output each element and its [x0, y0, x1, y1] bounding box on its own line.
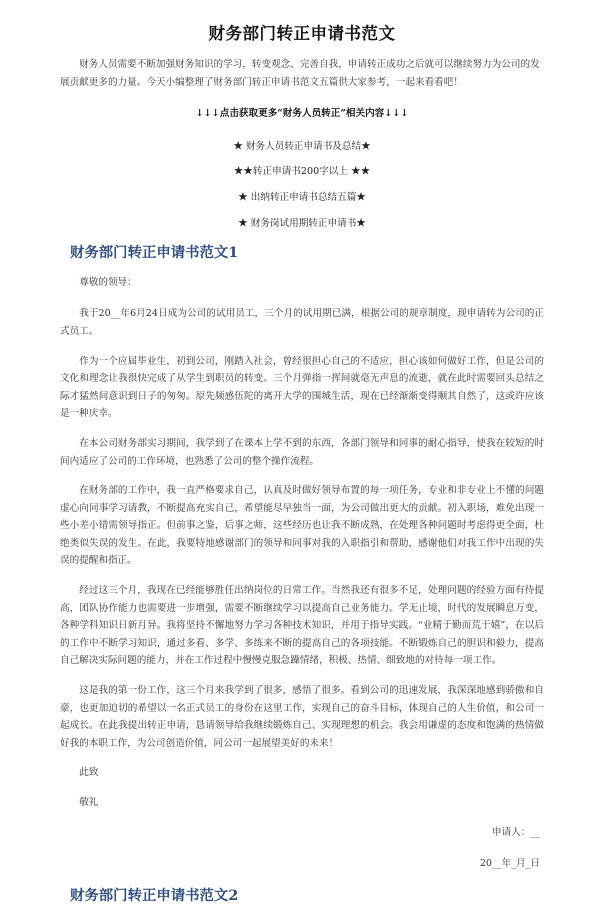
body-paragraph: 在本公司财务部实习期间，我学到了在课本上学不到的东西，各部门领导和同事的耐心指导，使我在较短的时间内适应了公司的工作环境，也熟悉了公司的整个操作流程。: [60, 437, 544, 467]
body-paragraph: 在财务部的工作中，我一直严格要求自己，认真及时做好领导布置的每一项任务，专业和非专业上不懂的问题虚心向同事学习请教，不断提高充实自己，希望能尽早独当一面，为公司做出更大的贡献。初入职场，难免出现一些小差小错需领导指正。但前事之鉴，后事之师，这些经历也让我不断成熟，在处理各种问题时考虑得更全面，杜绝类似失误的发生。在此，我要特地感谢部门的领导和同事对我的入职指引和帮助，感谢他们对我工作中出现的失误的提醒和指正。: [60, 485, 544, 567]
body-paragraph: 经过这三个月，我现在已经能够胜任出纳岗位的日常工作。当然我还有很多不足，处理问题的经验方面有待提高，团队协作能力也需要进一步增强，需要不断继续学习以提高自己业务能力。学无止境，时代的发展瞬息万变，各种学科知识日新月异。我将坚持不懈地努力学习各种技术知识，并用于指导实践。“业精于勤而荒于嬉”，在以后的工作中不断学习知识，通过多看、多学、多练来不断的提高自己的各项技能。不断锻炼自己的胆识和毅力，提高自己解决实际问题的能力，并在工作过程中慢慢克服急躁情绪，积极、热情、细致地的对待每一项工作。: [60, 585, 544, 667]
related-link[interactable]: ★ 财务人员转正申请书及总结★: [233, 140, 371, 152]
section-title-1: 财务部门转正申请书范文1: [70, 244, 239, 262]
related-link-item[interactable]: [60, 138, 544, 156]
related-link[interactable]: ★★转正申请书200字以上 ★★: [233, 166, 371, 178]
body-paragraph: 作为一个应届毕业生，初到公司，刚踏入社会，曾经很担心自己的不适应，担心该如何做好工作，但是公司的文化和理念让我很快完成了从学生到职员的转变。三个月弹指一挥间就毫无声息的流逝，就在此时需要回头总结之际才猛然间意识到日子的匆匆。原先频感伍陀的离开大学的围城生活，现在已经渐渐变得顺其自然了，这或许应该是一种庆幸。: [60, 355, 544, 420]
salutation: 尊敬的领导：: [79, 276, 137, 288]
applicant-signature: 申请人：__: [492, 826, 540, 838]
related-link-item[interactable]: [60, 163, 544, 181]
related-link-item[interactable]: [60, 215, 544, 233]
signature-date: 20__年_月_日: [479, 858, 540, 870]
related-link[interactable]: ★ 出纳转正申请书总结五篇★: [238, 191, 366, 203]
closing-line: 敬礼: [79, 797, 99, 808]
page-title: 财务部门转正申请书范文: [208, 24, 396, 43]
related-links-heading: ↓↓↓点击获取更多“财务人员转正”相关内容↓↓↓: [195, 108, 409, 120]
intro-paragraph: 财务人员需要不断加强财务知识的学习，转变观念、完善自我，申请转正成功之后就可以继续努力为公司的发展贡献更多的力量。今天小编整理了财务部门转正申请书范文五篇供大家参考，一起来看看吧！: [60, 59, 540, 88]
body-paragraph: 这是我的第一份工作，这三个月来我学到了很多，感悟了很多。看到公司的迅速发展，我深深地感到骄傲和自豪，也更加迫切的希望以一名正式员工的身份在这里工作，实现自己的奋斗目标，体现自己的人生价值，和公司一起成长。在此我提出转正申请，恳请领导给我继续锻炼自己、实现理想的机会。我会用谦虚的态度和饱满的热情做好我的本职工作，为公司创造价值，同公司一起展望美好的未来！: [60, 685, 544, 749]
related-link-item[interactable]: [60, 189, 544, 207]
body-paragraph: 我于20__年6月24日成为公司的试用员工，三个月的试用期已满，根据公司的规章制度，现申请转为公司的正式员工。: [60, 308, 544, 337]
related-link[interactable]: ★ 财务岗试用期转正申请书★: [238, 217, 366, 229]
closing-line: 此致: [79, 767, 99, 779]
section-title-2: 财务部门转正申请书范文2: [70, 886, 239, 904]
